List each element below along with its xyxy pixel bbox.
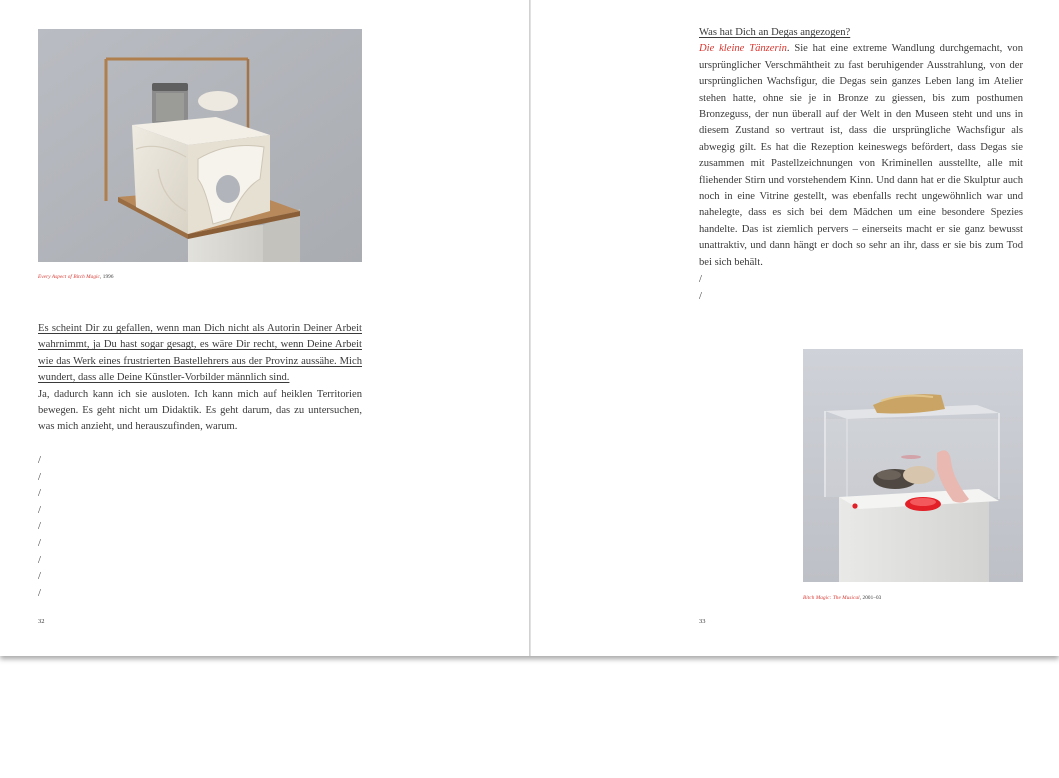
left-caption-title: Every Aspect of Bitch Magic — [38, 274, 100, 280]
left-slash-list — [38, 453, 41, 602]
page-number-right: 33 — [699, 618, 706, 625]
answer-degas-lead: Die kleine Tänzerin — [699, 43, 787, 55]
slash-divider: / — [38, 504, 41, 516]
slash-divider: / — [38, 521, 41, 533]
slash-divider: / — [38, 587, 41, 599]
question-degas: Was hat Dich an Degas angezogen? — [699, 27, 851, 38]
slash-divider: / — [38, 554, 41, 566]
slash-divider: / — [38, 537, 41, 549]
slash-divider: / — [699, 274, 702, 285]
right-caption-year: , 2001–03 — [859, 595, 882, 601]
slash-divider: / — [38, 455, 41, 466]
page-number-left: 32 — [38, 618, 45, 625]
left-page — [0, 0, 529, 656]
slash-divider: / — [38, 488, 41, 500]
right-figure-caption — [803, 595, 881, 601]
left-figure-caption — [38, 274, 114, 280]
answer-degas — [699, 41, 1023, 271]
slash-divider: / — [38, 471, 41, 483]
right-caption-title: Bitch Magic: The Musical — [803, 595, 860, 601]
answer-degas-body: . Sie hat eine extreme Wandlung durchgemacht, von ursprünglicher Verschmähtheit zu fast beruhigender Ausstrahlung, von der ursprünglichen Wachsfigur, die Degas sein ganzes Leben lang im Atelier stehen hatte, ohne sie je in Bronze zu giessen, bis zum posthumen Bronzeguss, der nun überall auf der Welt in den Museen steht und uns in diesem Zustand so vertraut ist, dass die ursprüngliche Wachsfigur als abwegig gilt. Es hat die Rezeption keineswegs befördert, dass Degas sie zusammen mit Pastellzeichnungen von Kriminellen ausstellte, alle mit fliehender Stirn und vorstehendem Kinn. Und dann hat er die Skulptur auch noch in eine Vitrine gestellt, was ebenfalls recht ungewöhnlich war und nahelegte, dass es sich bei dem Mädchen um eine besondere Spezies handelte. Das ist ziemlich pervers – einerseits macht er sie ganz bewusst unattraktiv, und dann hängt er doch so sehr an ihr, dass er sie bis zum Tod bei sich behält. — [699, 43, 1024, 268]
slash-divider: / — [699, 290, 702, 302]
artwork-photo-bitch-magic-1996 — [38, 29, 362, 262]
answer-authorship: Ja, dadurch kann ich sie ausloten. Ich kann mich auf heiklen Territorien bewegen. Es geht nicht um Didaktik. Es geht darum, das zu untersuchen, was mich anzieht, und herauszufinden, warum. — [38, 388, 362, 433]
slash-divider: / — [38, 571, 41, 583]
left-interview-text — [38, 321, 362, 436]
left-caption-year: , 1996 — [99, 274, 114, 280]
right-interview-text — [699, 25, 1023, 271]
right-slash-list — [699, 272, 702, 305]
question-authorship: Es scheint Dir zu gefallen, wenn man Dich nicht als Autorin Deiner Arbeit wahrnimmt, ja Du hast sogar gesagt, es wäre Dir recht, wenn Deine Arbeit wie das Werk eines frustrierten Bastellehrers aus der Provinz aussähe. Mich wundert, dass alle Deine Künstler-Vorbilder männlich sind. — [38, 323, 362, 384]
right-page — [531, 0, 1059, 656]
artwork-photo-bitch-magic-musical — [803, 349, 1023, 582]
